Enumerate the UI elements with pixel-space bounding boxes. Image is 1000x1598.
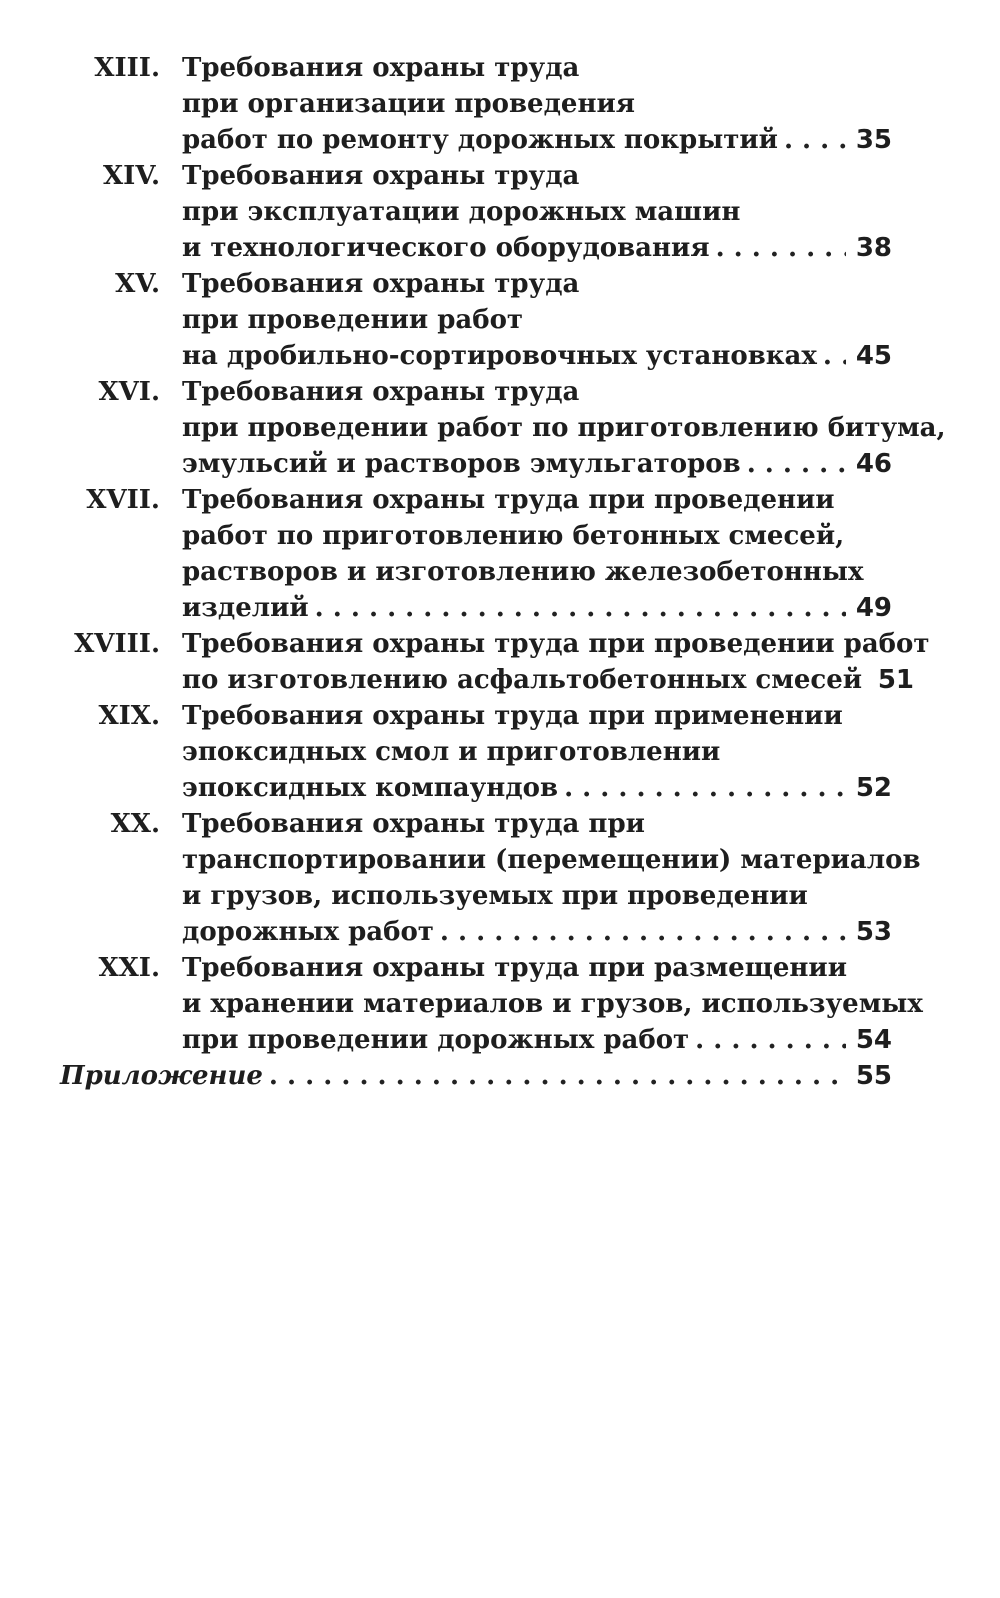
dot-leader xyxy=(564,770,846,806)
toc-entry-xx[interactable] xyxy=(0,806,1000,950)
section-number: XX. xyxy=(110,809,160,839)
toc-entry-xix[interactable] xyxy=(0,698,1000,806)
page-number: 35 xyxy=(855,125,892,155)
section-title-line: транспортировании (перемещении) материалов xyxy=(182,845,921,875)
section-title-line: при эксплуатации дорожных машин xyxy=(182,197,741,227)
section-title-last-line xyxy=(182,446,892,482)
section-title-last-line xyxy=(182,122,892,158)
toc-entry-xvii[interactable] xyxy=(0,482,1000,626)
section-title-line: изделий xyxy=(182,593,309,623)
section-title-line: работ по приготовлению бетонных смесей, xyxy=(182,521,845,551)
toc-entry-xiii[interactable] xyxy=(0,50,1000,158)
section-title-last-line xyxy=(182,770,892,806)
toc-entry-xvi[interactable] xyxy=(0,374,1000,482)
section-title-line: Требования охраны труда xyxy=(182,269,580,299)
toc-entry-xiv[interactable] xyxy=(0,158,1000,266)
section-title-line: при проведении работ xyxy=(182,305,524,335)
section-title-line: дорожных работ xyxy=(182,917,434,947)
section-number: XVIII. xyxy=(74,629,160,659)
page-number: 49 xyxy=(855,593,892,623)
section-title-line: при организации проведения xyxy=(182,89,635,119)
section-number: XVII. xyxy=(86,485,160,515)
section-title-line: растворов и изготовлению железобетонных xyxy=(182,557,864,587)
toc-entry-xviii[interactable] xyxy=(0,626,1000,698)
section-title-line: по изготовлению асфальтобетонных смесей xyxy=(182,665,863,695)
section-title-line: и грузов, используемых при проведении xyxy=(182,881,808,911)
section-title-line: Требования охраны труда xyxy=(182,377,580,407)
section-number: XIX. xyxy=(98,701,160,731)
dot-leader xyxy=(269,1058,846,1094)
section-title-line: Требования охраны труда при проведении работ xyxy=(182,629,930,659)
section-title-line: и технологического оборудования xyxy=(182,233,710,263)
page-number: 52 xyxy=(855,773,892,803)
section-title-line: эмульсий и растворов эмульгаторов xyxy=(182,449,741,479)
section-title-line: Требования охраны труда при применении xyxy=(182,701,843,731)
section-title-line: Требования охраны труда xyxy=(182,161,580,191)
page-number: 53 xyxy=(855,917,892,947)
section-title-last-line xyxy=(182,230,892,266)
section-title-line: Требования охраны труда при размещении xyxy=(182,953,847,983)
section-title-line: работ по ремонту дорожных покрытий xyxy=(182,125,778,155)
section-title-line: и хранении материалов и грузов, используемых xyxy=(182,989,923,1019)
section-title-line: эпоксидных компаундов xyxy=(182,773,559,803)
section-title-last-line xyxy=(182,590,892,626)
section-title-last-line xyxy=(182,914,892,950)
section-title-line: Требования охраны труда при проведении xyxy=(182,485,835,515)
dot-leader xyxy=(823,338,846,374)
dot-leader xyxy=(716,230,846,266)
page-number: 54 xyxy=(855,1025,892,1055)
section-title-line: при проведении дорожных работ xyxy=(182,1025,690,1055)
table-of-contents xyxy=(0,50,1000,1091)
dot-leader xyxy=(440,914,846,950)
section-number: XXI. xyxy=(98,953,160,983)
page-number: 51 xyxy=(877,665,915,695)
page-number: 45 xyxy=(855,341,892,371)
section-title-line: Требования охраны труда xyxy=(182,53,580,83)
section-title-line: эпоксидных смол и приготовлении xyxy=(182,737,721,767)
dot-leader xyxy=(315,590,846,626)
dot-leader xyxy=(747,446,846,482)
toc-entry-xv[interactable] xyxy=(0,266,1000,374)
section-title-last-line xyxy=(182,1022,892,1058)
section-title-line: при проведении работ по приготовлению битума, xyxy=(182,413,946,443)
dot-leader xyxy=(784,122,846,158)
section-number: XIV. xyxy=(102,161,160,191)
section-title-line: на дробильно-сортировочных установках xyxy=(182,341,817,371)
section-number: XV. xyxy=(115,269,160,299)
page-number: 46 xyxy=(855,449,892,479)
toc-entry-xxi[interactable] xyxy=(0,950,1000,1058)
toc-entry-appendix[interactable] xyxy=(60,1058,892,1094)
section-title-last-line xyxy=(182,338,892,374)
section-number: XVI. xyxy=(98,377,160,407)
section-title-line: Требования охраны труда при xyxy=(182,809,645,839)
appendix-label: Приложение xyxy=(60,1061,263,1091)
section-title-last-line xyxy=(182,662,915,698)
page-number: 55 xyxy=(855,1061,892,1091)
page-number: 38 xyxy=(855,233,892,263)
dot-leader xyxy=(695,1022,846,1058)
section-number: XIII. xyxy=(94,53,160,83)
